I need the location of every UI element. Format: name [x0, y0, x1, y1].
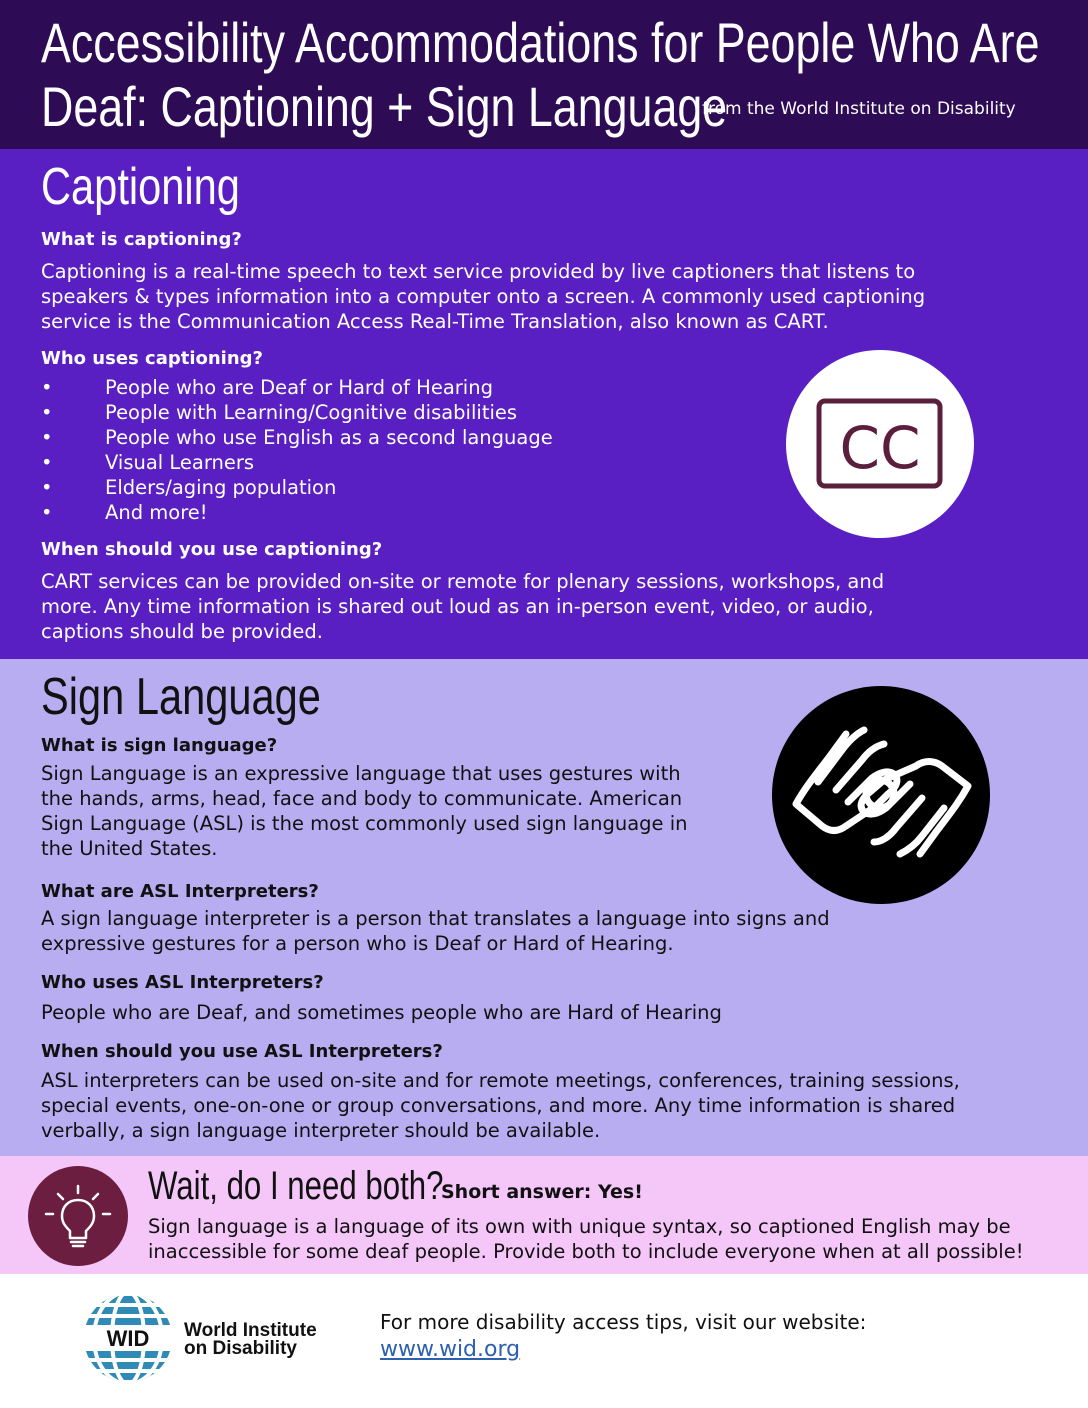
what-is-captioning-question: What is captioning?	[41, 229, 242, 250]
page-title-line-1: Accessibility Accommodations for People Who Are	[41, 11, 1040, 74]
need-both-heading: Wait, do I need both?	[148, 1164, 444, 1208]
bullet-mark: •	[41, 426, 53, 449]
bullet-mark: •	[41, 501, 53, 524]
when-use-captioning-answer: CART services can be provided on-site or remote for plenary sessions, workshops, and more. Any time information is shared out loud as an in-person event, video, or audio, captions should be provided.	[41, 570, 885, 643]
list-item	[41, 400, 553, 425]
org-name-line-1: World Institute	[184, 1320, 317, 1341]
sign-language-heading: Sign Language	[41, 668, 321, 726]
list-item	[41, 450, 553, 475]
list-item	[41, 500, 553, 525]
list-item	[41, 375, 553, 400]
sign-language-hands-icon	[772, 686, 990, 904]
header-banner	[0, 0, 1088, 149]
what-are-asl-interpreters-answer: A sign language interpreter is a person that translates a language into signs and expressive gestures for a person who is Deaf or Hard of Hearing.	[41, 907, 830, 955]
list-item-text: Visual Learners	[105, 451, 255, 474]
captioning-users-list	[41, 375, 553, 525]
wid-globe-logo	[82, 1292, 174, 1384]
footer	[0, 1274, 1088, 1408]
what-is-sign-language-answer: Sign Language is an expressive language that uses gestures with the hands, arms, head, face and body to communicate. American Sign Language (ASL) is the most commonly used sign language in the United States.	[41, 762, 688, 860]
short-answer-label: Short answer: Yes!	[441, 1181, 643, 1203]
list-item-text: Elders/aging population	[105, 476, 337, 499]
bullet-mark: •	[41, 476, 53, 499]
sign-language-section	[0, 659, 1088, 1156]
what-is-captioning-answer: Captioning is a real-time speech to text service provided by live captioners that listens to speakers & types information into a computer onto a screen. A commonly used captioning service is the Communication Access Real-Time Translation, also known as CART.	[41, 260, 926, 333]
footer-tip-text: For more disability access tips, visit our website:	[380, 1310, 867, 1334]
page-subtitle: from the World Institute on Disability	[702, 99, 1016, 119]
bullet-mark: •	[41, 451, 53, 474]
wid-logo-text: WID	[106, 1326, 150, 1351]
lightbulb-icon	[28, 1166, 128, 1266]
when-use-captioning-question: When should you use captioning?	[41, 539, 383, 560]
need-both-body: Sign language is a language of its own with unique syntax, so captioned English may be inaccessible for some deaf people. Provide both to include everyone when at all possible!	[148, 1215, 1024, 1263]
list-item	[41, 475, 553, 500]
website-link[interactable]: www.wid.org	[380, 1337, 521, 1362]
cc-icon-label: CC	[839, 414, 921, 482]
when-use-asl-interpreters-question: When should you use ASL Interpreters?	[41, 1041, 443, 1062]
what-are-asl-interpreters-question: What are ASL Interpreters?	[41, 881, 319, 902]
list-item-text: People who are Deaf or Hard of Hearing	[105, 376, 493, 399]
page-title-line-2: Deaf: Captioning + Sign Language	[41, 75, 728, 138]
bullet-mark: •	[41, 376, 53, 399]
list-item-text: People with Learning/Cognitive disabilities	[105, 401, 518, 424]
list-item	[41, 425, 553, 450]
closed-captioning-icon	[786, 350, 974, 538]
who-uses-asl-interpreters-answer: People who are Deaf, and sometimes people who are Hard of Hearing	[41, 1001, 722, 1024]
list-item-text: People who use English as a second language	[105, 426, 553, 449]
need-both-section	[0, 1156, 1088, 1274]
what-is-sign-language-question: What is sign language?	[41, 735, 278, 756]
when-use-asl-interpreters-answer: ASL interpreters can be used on-site and for remote meetings, conferences, training sessions, special events, one-on-one or group conversations, and more. Any time information is shared verbally, a sign language interpreter should be available.	[41, 1069, 960, 1142]
captioning-heading: Captioning	[41, 158, 240, 216]
who-uses-asl-interpreters-question: Who uses ASL Interpreters?	[41, 972, 324, 993]
who-uses-captioning-question: Who uses captioning?	[41, 348, 263, 369]
list-item-text: And more!	[105, 501, 208, 524]
bullet-mark: •	[41, 401, 53, 424]
org-name-line-2: on Disability	[184, 1338, 297, 1359]
captioning-section	[0, 149, 1088, 659]
